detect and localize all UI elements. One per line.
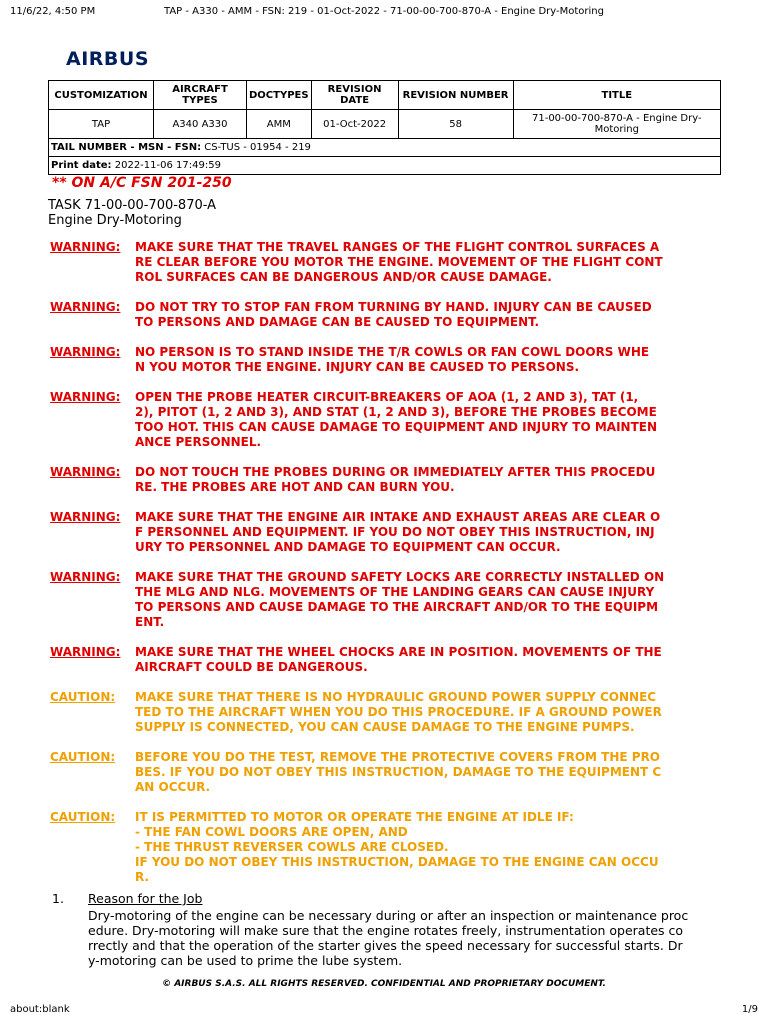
warning-label: WARNING: (50, 345, 121, 359)
header-customization: CUSTOMIZATION (49, 81, 154, 110)
warning-label: WARNING: (50, 240, 121, 254)
page-number: 1/9 (741, 1004, 758, 1015)
task-heading (48, 198, 216, 228)
caution-note (50, 750, 715, 795)
warning-text: MAKE SURE THAT THE GROUND SAFETY LOCKS ARE CORRECTLY INSTALLED ON THE MLG AND NLG. MOVEMENTS OF THE LANDING GEARS CAN CAUSE INJURY TO PERSONS AND CAUSE DAMAGE TO THE AIRCRAFT AND/OR TO THE EQUIPM ENT. (135, 570, 665, 629)
task-title: Engine Dry-Motoring (48, 213, 182, 228)
warning-note (50, 345, 715, 375)
value-revision-date: 01-Oct-2022 (311, 110, 398, 139)
safety-notes (50, 240, 715, 900)
warning-text: DO NOT TOUCH THE PROBES DURING OR IMMEDIATELY AFTER THIS PROCEDU RE. THE PROBES ARE HOT AND CAN BURN YOU. (135, 465, 656, 494)
warning-label: WARNING: (50, 300, 121, 314)
header-revision-date: REVISION DATE (311, 81, 398, 110)
print-datetime: 11/6/22, 4:50 PM (10, 6, 96, 17)
caution-note (50, 810, 715, 885)
print-url: about:blank (10, 1004, 70, 1015)
warning-text: DO NOT TRY TO STOP FAN FROM TURNING BY HAND. INJURY CAN BE CAUSED TO PERSONS AND DAMAGE CAN BE CAUSED TO EQUIPMENT. (135, 300, 652, 329)
caution-label: CAUTION: (50, 750, 116, 764)
tail-number-label: TAIL NUMBER - MSN - FSN: (51, 142, 202, 153)
caution-text: IT IS PERMITTED TO MOTOR OR OPERATE THE ENGINE AT IDLE IF: - THE FAN COWL DOORS ARE OPEN, AND - THE THRUST REVERSER COWLS ARE CLOSED. IF YOU DO NOT OBEY THIS INSTRUCTION, DAMAGE TO THE ENGINE CAN OCCU R. (135, 810, 659, 884)
print-date-value: 2022-11-06 17:49:59 (114, 160, 221, 171)
warning-label: WARNING: (50, 570, 121, 584)
print-footer (10, 1004, 758, 1015)
print-header (10, 6, 758, 20)
caution-text: MAKE SURE THAT THERE IS NO HYDRAULIC GROUND POWER SUPPLY CONNEC TED TO THE AIRCRAFT WHEN YOU DO THIS PROCEDURE. IF A GROUND POWER SUPPLY IS CONNECTED, YOU CAN CAUSE DAMAGE TO THE ENGINE PUMPS. (135, 690, 662, 734)
section-number: 1. (52, 891, 64, 906)
print-title: TAP - A330 - AMM - FSN: 219 - 01-Oct-2022 - 71-00-00-700-870-A - Engine Dry-Motoring (163, 6, 604, 17)
value-title: 71-00-00-700-870-A - Engine Dry-Motoring (513, 110, 720, 139)
caution-label: CAUTION: (50, 810, 116, 824)
warning-note (50, 300, 715, 330)
warning-note (50, 465, 715, 495)
tail-number-row (49, 139, 721, 157)
warning-note (50, 240, 715, 285)
value-customization: TAP (49, 110, 154, 139)
print-date-row (49, 157, 721, 175)
copyright-footer: © AIRBUS S.A.S. ALL RIGHTS RESERVED. CONFIDENTIAL AND PROPRIETARY DOCUMENT. (162, 979, 606, 989)
applicability: ** ON A/C FSN 201-250 (52, 175, 232, 191)
warning-note (50, 510, 715, 555)
warning-note (50, 390, 715, 450)
warning-label: WARNING: (50, 390, 121, 404)
warning-note (50, 570, 715, 630)
header-doctypes: DOCTYPES (247, 81, 312, 110)
value-revision-number: 58 (398, 110, 513, 139)
header-title: TITLE (513, 81, 720, 110)
warning-text: NO PERSON IS TO STAND INSIDE THE T/R COWLS OR FAN COWL DOORS WHE N YOU MOTOR THE ENGINE. INJURY CAN BE CAUSED TO PERSONS. (135, 345, 650, 374)
warning-label: WARNING: (50, 465, 121, 479)
header-revision-number: REVISION NUMBER (398, 81, 513, 110)
task-number: TASK 71-00-00-700-870-A (48, 198, 217, 213)
warning-label: WARNING: (50, 510, 121, 524)
document-meta-table (48, 80, 721, 175)
caution-note (50, 690, 715, 735)
warning-text: MAKE SURE THAT THE ENGINE AIR INTAKE AND EXHAUST AREAS ARE CLEAR O F PERSONNEL AND EQUIPMENT. IF YOU DO NOT OBEY THIS INSTRUCTION, INJ URY TO PERSONNEL AND DAMAGE TO EQUIPMENT CAN OCCUR. (135, 510, 661, 554)
value-aircraft-types: A340 A330 (154, 110, 247, 139)
warning-text: MAKE SURE THAT THE WHEEL CHOCKS ARE IN POSITION. MOVEMENTS OF THE AIRCRAFT COULD BE DANGEROUS. (135, 645, 662, 674)
warning-note (50, 645, 715, 675)
section-heading: Reason for the Job (88, 891, 203, 906)
value-doctypes: AMM (247, 110, 312, 139)
section-reason-for-job (52, 891, 717, 968)
caution-text: BEFORE YOU DO THE TEST, REMOVE THE PROTECTIVE COVERS FROM THE PRO BES. IF YOU DO NOT OBEY THIS INSTRUCTION, DAMAGE TO THE EQUIPMENT C AN OCCUR. (135, 750, 662, 794)
warning-text: OPEN THE PROBE HEATER CIRCUIT-BREAKERS OF AOA (1, 2 AND 3), TAT (1, 2), PITOT (1, 2 AND 3), AND STAT (1, 2 AND 3), BEFORE THE PROBES BECOME TOO HOT. THIS CAN CAUSE DAMAGE TO EQUIPMENT AND INJURY TO MAINTEN ANCE PERSONNEL. (135, 390, 657, 449)
print-date-label: Print date: (51, 160, 112, 171)
tail-number-value: CS-TUS - 01954 - 219 (204, 142, 311, 153)
warning-text: MAKE SURE THAT THE TRAVEL RANGES OF THE FLIGHT CONTROL SURFACES A RE CLEAR BEFORE YOU MOTOR THE ENGINE. MOVEMENT OF THE FLIGHT CONT ROL SURFACES CAN BE DANGEROUS AND/OR CAUSE DAMAGE. (135, 240, 663, 284)
section-body: Dry-motoring of the engine can be necessary during or after an inspection or maintenance proc edure. Dry-motoring will make sure that the engine rotates freely, instrumentation operates co rrectly and that the operation of the starter gives the speed necessary for successful starts. Dr y-motoring can be used to prime the lube system. (88, 908, 689, 968)
airbus-logo: AIRBUS (66, 48, 149, 70)
warning-label: WARNING: (50, 645, 121, 659)
caution-label: CAUTION: (50, 690, 116, 704)
header-aircraft-types: AIRCRAFT TYPES (154, 81, 247, 110)
